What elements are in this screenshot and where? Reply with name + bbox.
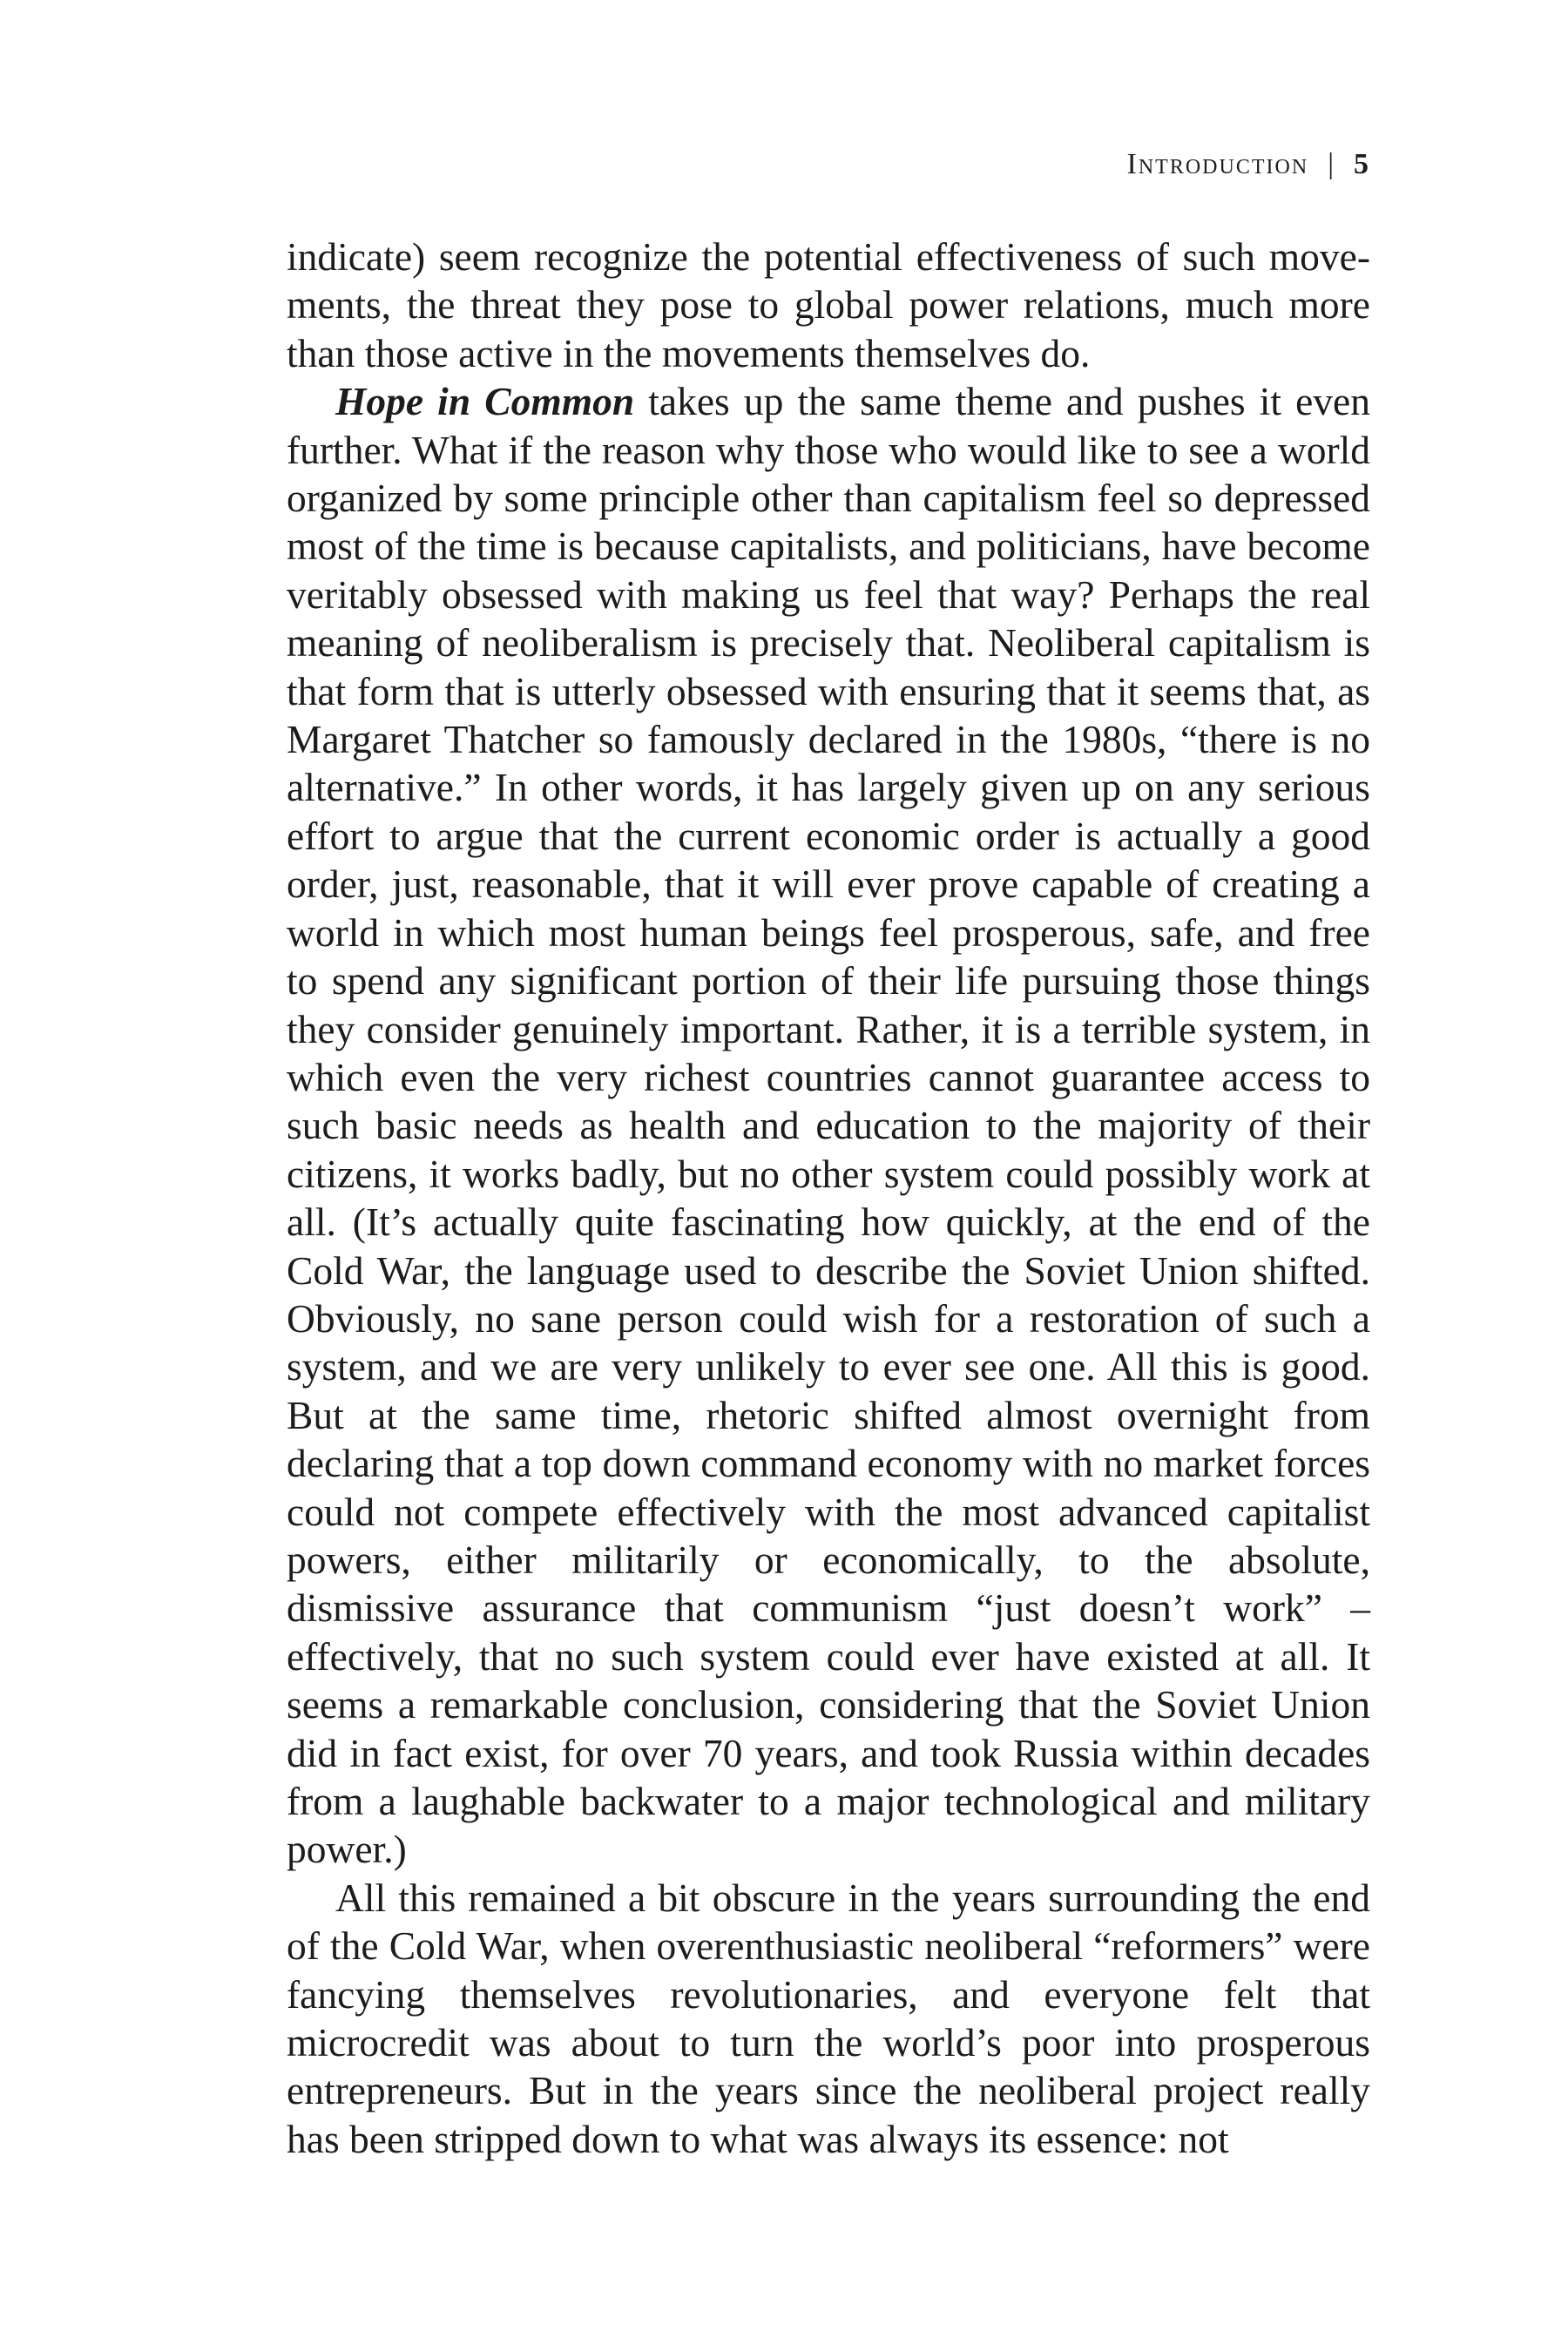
paragraph-hope-in-common <box>287 377 1370 1874</box>
running-head <box>1127 148 1369 181</box>
paragraph-cold-war: All this remained a bit obscure in the years surrounding the end of the Cold War, when overenthusiastic neoliberal “reformers” were fancying themselves revolutionaries, and everyone felt that microcredit was about to turn the world’s poor into prosperous entrepreneurs. But in the years since the neoliberal project really has been stripped down to what was always its essence: not <box>287 1875 1370 2161</box>
body-text <box>287 233 1370 2163</box>
chapter-title: Introduction <box>1126 148 1309 180</box>
paragraph-text: takes up the same theme and pushes it even further. What if the reason why those who would like to see a world organized by some principle other than capitalism feel so depressed most of the time is because capitalists, and politicians, have become veritably obsessed with making us feel that way? Perhaps the real meaning of neoliberalism is precisely that. Neoliberal capitalism is that form that is utterly obsessed with ensuring that it seems that, as Margaret Thatcher so famously declared in the 1980s, “there is no alternative.” In other words, it has largely given up on any serious effort to argue that the current economic order is actually a good order, just, reasonable, that it will ever prove capable of creating a world in which most human beings feel prosperous, safe, and free to spend any significant portion of their life pursuing those things they consider genuinely important. Rather, it is a terrible system, in which even the very richest countries cannot guarantee access to such basic needs as health and education to the majority of their citizens, it works badly, but no other system could possibly work at all. (It’s actually quite fascinating how quickly, at the end of the Cold War, the language used to describe the Soviet Union shifted. Obviously, no sane person could wish for a restoration of such a system, and we are very unlikely to ever see one. All this is good. But at the same time, rhetoric shifted almost overnight from declaring that a top down command economy with no market forces could not compete effectively with the most advanced capitalist powers, either militarily or economically, to the absolute, dismissive assurance that communism “just doesn’t work” – effectively, that no such system could ever have existed at all. It seems a remarkable conclusion, considering that the Soviet Union did in fact exist, for over 70 years, and took Russia within decades from a laughable backwater to a major technological and military power.) <box>287 379 1371 1872</box>
book-title-italic: Hope in Common <box>335 379 635 424</box>
page-number: 5 <box>1354 148 1369 180</box>
paragraph-continued: indicate) seem recognize the potential effectiveness of such movements, the threat they pose to global power relations, much more than those active in the movements themselves do. <box>287 234 1370 375</box>
header-separator: | <box>1328 148 1335 180</box>
